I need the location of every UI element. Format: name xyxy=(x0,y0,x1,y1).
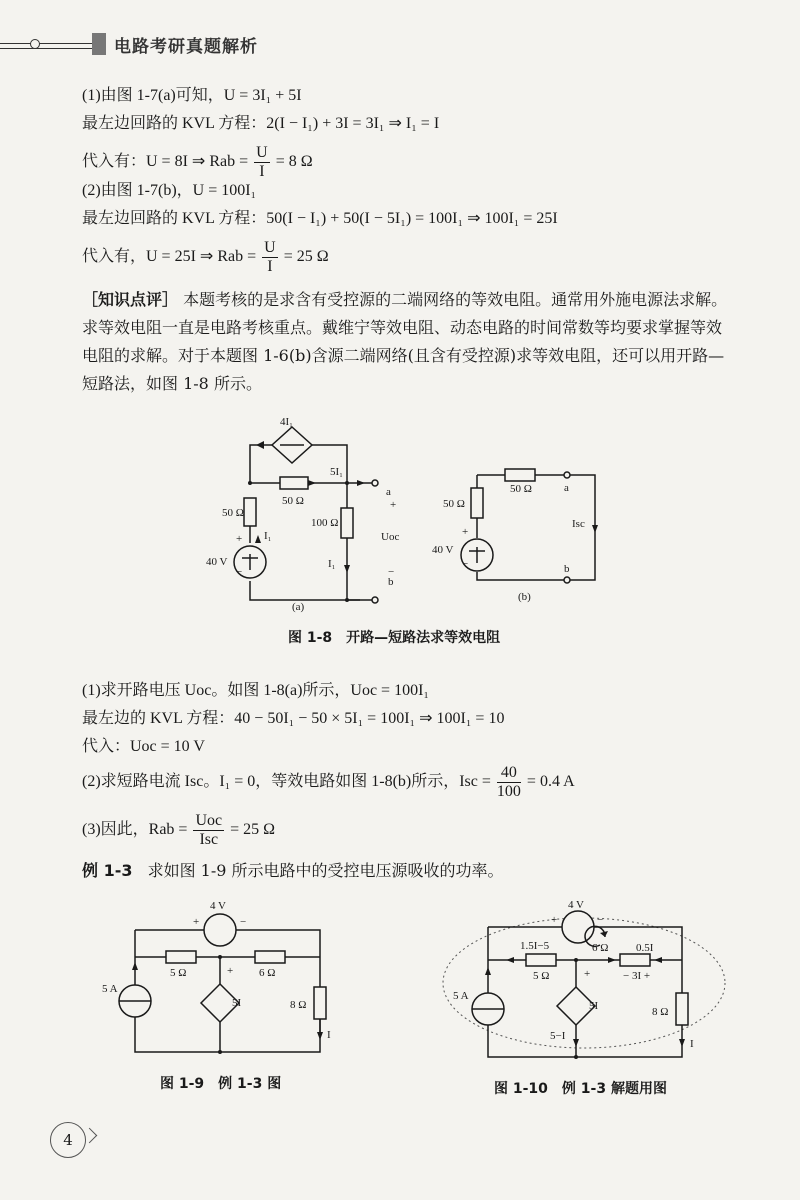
fig18a-plus-a: + xyxy=(390,499,397,511)
step-3: 代入：Uoc = 10 V xyxy=(82,738,205,755)
fig18a-node-b: b xyxy=(388,576,394,588)
fig110-r1: 5 Ω xyxy=(533,970,550,982)
fig110-current: I xyxy=(690,1038,694,1050)
figure-1-10-caption: 图 1-10 例 1-3 解题用图 xyxy=(494,1081,667,1097)
page-number: 4 xyxy=(50,1122,86,1158)
fig110-v-top: 4 V xyxy=(568,899,584,911)
figure-1-8a xyxy=(206,405,420,615)
solution-a-line1: (1)由图 1-7(a)可知，U = 3I₁ + 5I xyxy=(82,87,302,104)
fig18b-source: 40 V xyxy=(432,544,454,556)
fig19-i-source: 5 A xyxy=(102,983,118,995)
fig110-ctrl: 5I xyxy=(589,1000,599,1012)
fig110-plus-ctrl: + xyxy=(584,968,591,980)
fig19-v-top: 4 V xyxy=(210,900,226,912)
step-4-suffix: = 0.4 A xyxy=(526,773,575,791)
fig110-label-6: 6 Ω xyxy=(592,942,609,954)
fig18a-r-left: 50 Ω xyxy=(222,507,244,519)
fig110-cur-5i: 5−I xyxy=(550,1030,566,1042)
solution-b-line3 xyxy=(82,239,329,276)
fig18a-minus-b: − xyxy=(388,566,395,578)
fig19-r2: 6 Ω xyxy=(259,967,276,979)
fig18b-r-series: 50 Ω xyxy=(510,483,532,495)
fig18a-r-mid: 100 Ω xyxy=(311,517,339,529)
step-2: 最左边的 KVL 方程：40 − 50I₁ − 50 × 5I₁ = 100I₁ ⇒ 100I₁ = 10 xyxy=(82,710,505,727)
fig18b-r-left: 50 Ω xyxy=(443,498,465,510)
fig18a-source: 40 V xyxy=(206,556,228,568)
fig18b-plus: + xyxy=(462,526,469,538)
header-rule xyxy=(0,43,100,44)
solution-b-line2: 最左边回路的 KVL 方程：50(I − I₁) + 50(I − 5I₁) = 100I₁ ⇒ 100I₁ = 25I xyxy=(82,210,558,227)
fig18a-sublabel: (a) xyxy=(292,601,305,613)
fraction-denominator: I xyxy=(267,258,273,275)
fig18b-node-a: a xyxy=(564,482,569,494)
figure-1-10 xyxy=(440,895,730,1075)
figure-1-8-caption: 图 1-8 开路—短路法求等效电阻 xyxy=(288,630,501,646)
fig18b-isc: Isc xyxy=(572,518,585,530)
fig110-i-source: 5 A xyxy=(453,990,469,1002)
fig19-plus-ctrl: + xyxy=(227,965,234,977)
fig110-cur-05: 0.5I xyxy=(636,942,654,954)
solution-a-line3-prefix: 代入有：U = 8I ⇒ Rab = xyxy=(82,153,249,171)
step-5-suffix: = 25 Ω xyxy=(230,821,276,839)
fig18a-plus: + xyxy=(236,533,243,545)
fig18b-sublabel: (b) xyxy=(518,591,531,603)
running-header xyxy=(0,30,800,60)
fraction xyxy=(254,144,270,181)
fig18a-minus: − xyxy=(236,566,243,578)
fraction-numerator: U xyxy=(256,144,268,161)
fig18a-current-i1: I₁ xyxy=(264,530,272,542)
example-1-3 xyxy=(82,860,504,882)
fig19-plus-top: + xyxy=(193,916,200,928)
fraction xyxy=(193,812,224,849)
header-title: 电路考研真题解析 xyxy=(114,37,258,57)
fraction xyxy=(497,764,521,801)
fig18b-node-b: b xyxy=(564,563,570,575)
header-block xyxy=(92,33,106,55)
fig19-minus-top: − xyxy=(240,916,247,928)
fig110-cur-left: 1.5I−5 xyxy=(520,940,550,952)
figure-1-9-caption: 图 1-9 例 1-3 图 xyxy=(160,1076,282,1092)
step-4 xyxy=(82,764,575,801)
comment-label: ［知识点评］ xyxy=(82,290,179,309)
fraction-numerator: 40 xyxy=(497,764,521,783)
solution-a-line3-suffix: = 8 Ω xyxy=(275,153,313,171)
step-1: (1)求开路电压 Uoc。如图 1-8(a)所示，Uoc = 100I₁ xyxy=(82,682,429,699)
figure-1-9 xyxy=(100,892,340,1067)
fraction-denominator: 100 xyxy=(496,783,521,800)
knowledge-comment xyxy=(82,286,728,398)
fig18a-current-i1-mid: I₁ xyxy=(328,558,336,570)
fig18a-ctrl-label: 4I₁ xyxy=(280,416,293,428)
fraction-numerator: Uoc xyxy=(195,812,223,829)
solution-b-line3-prefix: 代入有，U = 25I ⇒ Rab = xyxy=(82,248,257,266)
fraction-denominator: I xyxy=(259,163,265,180)
figure-1-8b xyxy=(430,455,610,605)
step-4-prefix: (2)求短路电流 Isc。I₁ = 0，等效电路如图 1-8(b)所示，Isc = xyxy=(82,773,491,791)
fig19-r1: 5 Ω xyxy=(170,967,187,979)
fig19-ctrl: 5I xyxy=(232,997,242,1009)
solution-a-line3 xyxy=(82,144,313,181)
step-5-prefix: (3)因此，Rab = xyxy=(82,821,188,839)
fig18a-uoc: Uoc xyxy=(381,531,400,543)
header-ornament xyxy=(30,39,40,49)
fig110-cur-3i: − 3I + xyxy=(623,970,651,982)
comment-text: 本题考核的是求含有受控源的二端网络的等效电阻。通常用外施电源法求解。求等效电阻一直是电路考核重点。戴维宁等效电阻、动态电路的时间常数等均要求掌握等效电阻的求解。对于本题图 1-6(b)含源二端网络(且含有受控源)求等效电阻，还可以用开路—短路法，如图 1-8 所示。 xyxy=(82,290,728,393)
fig18a-branch-current: 5I₁ xyxy=(330,466,343,478)
fig19-r3: 8 Ω xyxy=(290,999,307,1011)
example-label: 例 1-3 xyxy=(82,861,133,880)
fig110-r3: 8 Ω xyxy=(652,1006,669,1018)
fig18a-r-series: 50 Ω xyxy=(282,495,304,507)
example-text: 求如图 1-9 所示电路中的受控电压源吸收的功率。 xyxy=(147,861,504,880)
fraction-denominator: Isc xyxy=(199,831,219,848)
solution-a-line2: 最左边回路的 KVL 方程：2(I − I₁) + 3I = 3I₁ ⇒ I₁ = I xyxy=(82,115,440,132)
solution-b-line3-suffix: = 25 Ω xyxy=(283,248,329,266)
step-5 xyxy=(82,812,275,849)
fig110-minus-top: − xyxy=(597,914,604,926)
header-rule xyxy=(0,48,100,49)
fraction-numerator: U xyxy=(264,239,276,256)
fraction xyxy=(262,239,278,276)
fig18a-node-a: a xyxy=(386,486,391,498)
fig110-plus-top: + xyxy=(551,914,558,926)
fig18b-minus: − xyxy=(462,558,469,570)
fig19-current: I xyxy=(327,1029,331,1041)
solution-b-line1: (2)由图 1-7(b)，U = 100I₁ xyxy=(82,182,257,199)
